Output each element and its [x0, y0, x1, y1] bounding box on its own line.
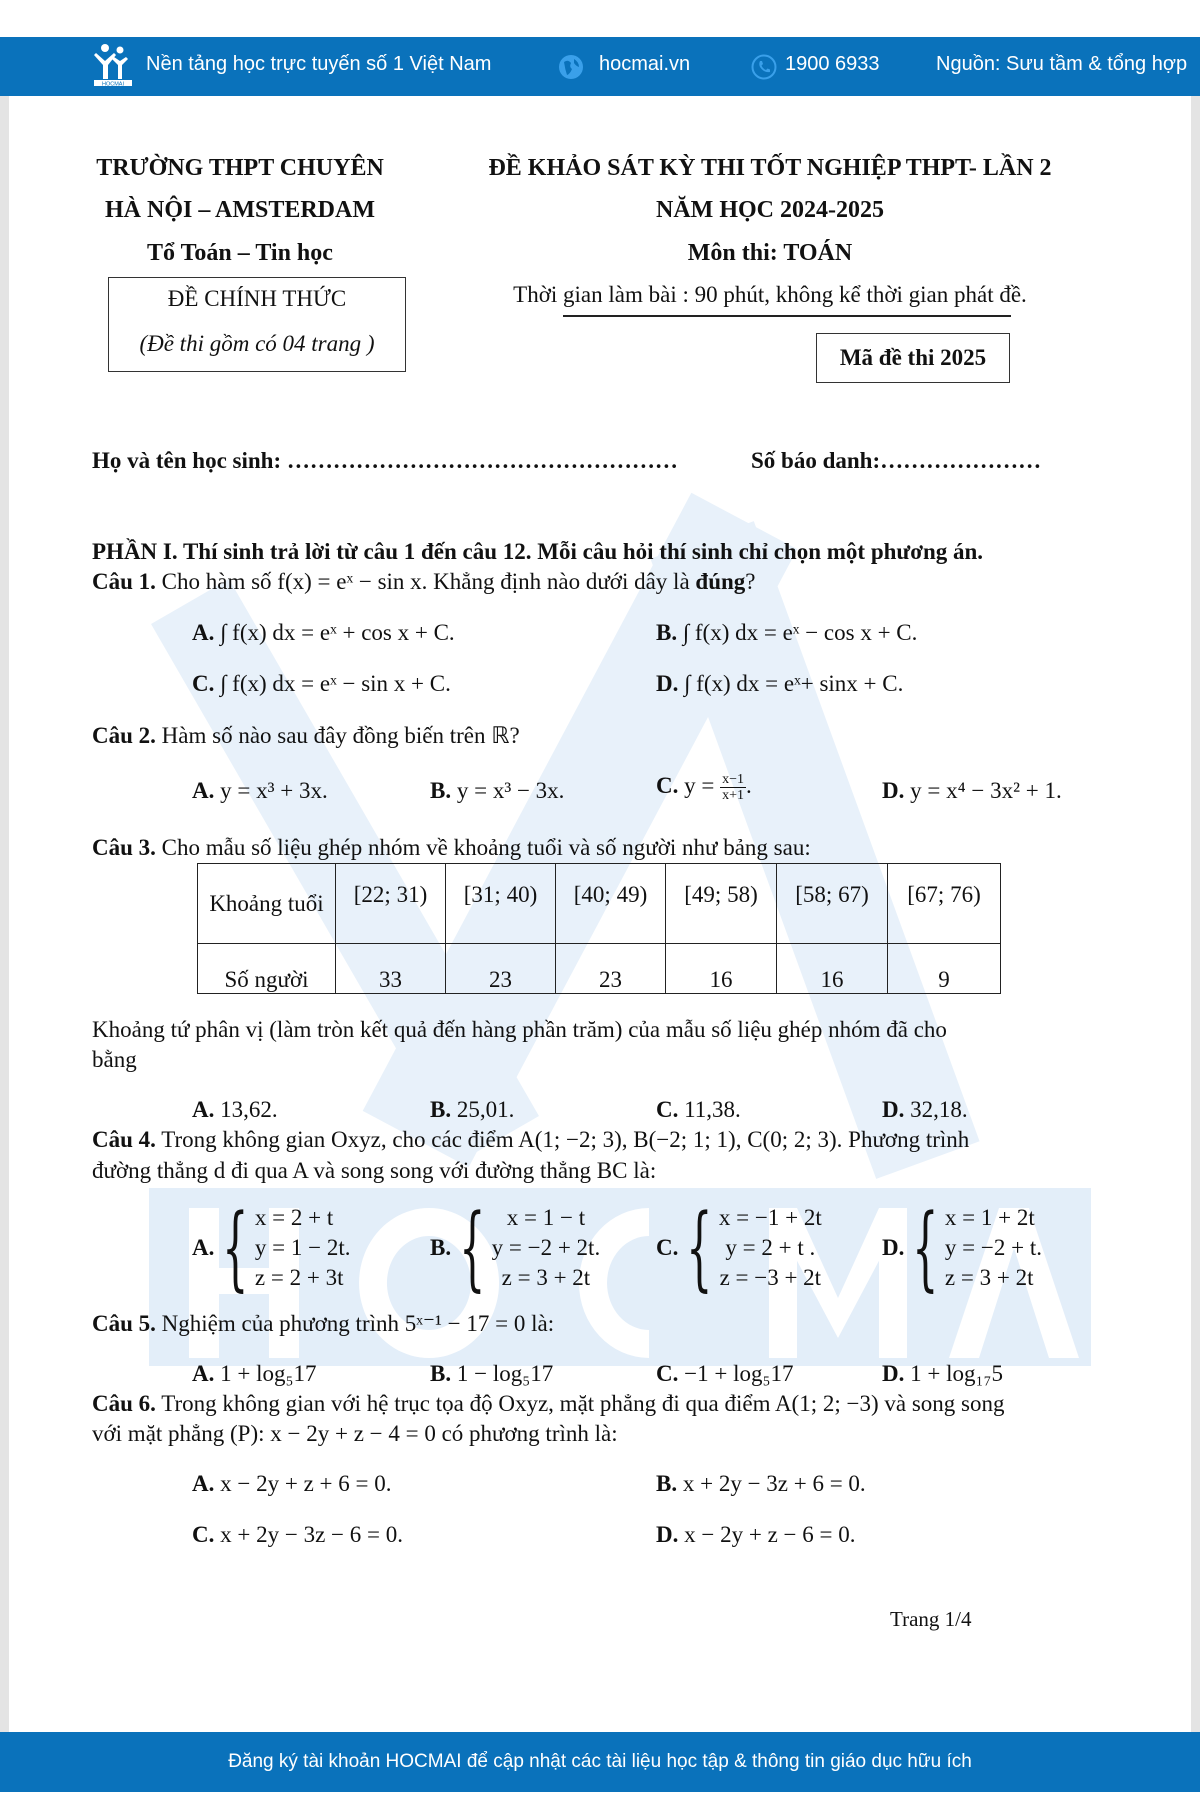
equation-line: z = 2 + 3t: [254, 1265, 344, 1290]
exam-title: ĐỀ KHẢO SÁT KỲ THI TỐT NGHIỆP THPT- LẦN 2: [488, 155, 1052, 181]
option-text: ∫ f(x) dx = eˣ − cos x + C.: [682, 620, 918, 645]
option-key: C.: [656, 1361, 679, 1386]
data-table: [197, 863, 1001, 994]
q-label: Câu 1.: [92, 569, 156, 594]
q5-option-a[interactable]: [192, 1361, 317, 1387]
table-cell: [58; 67): [777, 864, 888, 944]
q2-option-b[interactable]: [430, 778, 564, 804]
subject: Môn thi: TOÁN: [687, 240, 853, 266]
option-key: A.: [192, 620, 215, 645]
school-name-line1: TRƯỜNG THPT CHUYÊN: [96, 155, 384, 181]
q-text: Trong không gian với hệ trục tọa độ Oxyz, mặt phẳng đi qua điểm A(1; 2; −3) và song song: [161, 1391, 1005, 1416]
q-text: Cho hàm số f(x) = eˣ − sin x. Khẳng định nào dưới dây là: [161, 569, 696, 594]
svg-text:HOCMAI: HOCMAI: [102, 81, 124, 87]
equation-system: [719, 1203, 822, 1293]
q1-option-c[interactable]: [192, 671, 451, 697]
equation-line: z = 3 + 2t: [501, 1265, 591, 1290]
option-key: B.: [430, 1235, 452, 1260]
footer-text[interactable]: Đăng ký tài khoản HOCMAI để cập nhật các tài liệu học tập & thông tin giáo dục hữu ích: [228, 1751, 972, 1772]
denominator: x+1: [722, 788, 745, 803]
q-label: Câu 4.: [92, 1127, 156, 1152]
brace-icon: {: [459, 1194, 486, 1301]
option-text: 1 − log₅17: [456, 1361, 554, 1386]
option-text: y = x³ − 3x.: [456, 778, 565, 803]
option-key: D.: [882, 1235, 905, 1260]
globe-icon: [558, 54, 584, 86]
option-text: ∫ f(x) dx = eˣ − sin x + C.: [220, 671, 451, 696]
question-6-line2: với mặt phẳng (P): x − 2y + z − 4 = 0 có phương trình là:: [92, 1421, 618, 1446]
option-key: A.: [192, 1097, 215, 1122]
table-row: [198, 864, 1001, 944]
option-key: A.: [192, 1471, 215, 1496]
exam-code-box: [816, 333, 1010, 383]
equation-system: [255, 1203, 351, 1293]
student-name-field: Họ và tên học sinh: ……………………………………………: [92, 448, 678, 473]
question-4-line2: đường thẳng d đi qua A và song song với đường thẳng BC là:: [92, 1158, 657, 1183]
q-text: Cho mẫu số liệu ghép nhóm về khoảng tuổi và số người như bảng sau:: [161, 835, 811, 860]
phone-number[interactable]: 1900 6933: [785, 53, 880, 75]
option-text: 1 + log₅17: [220, 1361, 317, 1386]
option-key: D.: [656, 1522, 679, 1547]
q4-option-b[interactable]: [430, 1194, 601, 1301]
q-label: Câu 5.: [92, 1311, 156, 1336]
page-number: Trang 1/4: [890, 1607, 972, 1631]
option-key: A.: [192, 778, 215, 803]
brace-icon: {: [912, 1194, 939, 1301]
option-text: 1 + log₁₇5: [910, 1361, 1004, 1386]
q-label: Câu 3.: [92, 835, 156, 860]
option-key: C.: [656, 1235, 679, 1260]
option-key: C.: [656, 772, 679, 798]
source-note: Nguồn: Sưu tầm & tổng hợp: [936, 53, 1188, 75]
part1-heading: PHẦN I. Thí sinh trả lời từ câu 1 đến câu 12. Mỗi câu hỏi thí sinh chỉ chọn một phương án.: [92, 539, 984, 564]
q3-option-c[interactable]: [656, 1097, 741, 1123]
table-cell: 33: [336, 944, 446, 994]
phone-icon: [751, 54, 777, 86]
fraction: [720, 772, 746, 803]
school-year: NĂM HỌC 2024-2025: [656, 197, 884, 223]
student-id-field: Số báo danh:…………………: [751, 448, 1042, 473]
q1-option-d[interactable]: [656, 671, 903, 697]
hocmai-logo-icon: [92, 43, 136, 87]
q3-question: Khoảng tứ phân vị (làm tròn kết quả đến hàng phần trăm) của mẫu số liệu ghép nhóm đã cho: [92, 1017, 947, 1042]
q-emphasis: đúng: [695, 569, 746, 594]
official-label: ĐỀ CHÍNH THỨC: [167, 286, 347, 311]
option-key: A.: [192, 1235, 215, 1260]
top-banner: [0, 37, 1200, 96]
table-cell: 23: [556, 944, 666, 994]
q3-question-end: bằng: [92, 1047, 137, 1072]
option-key: B.: [430, 1361, 452, 1386]
option-key: D.: [882, 1097, 905, 1122]
option-key: C.: [192, 1522, 215, 1547]
duration: Thời gian làm bài : 90 phút, không kể thời gian phát đề.: [513, 282, 1027, 307]
q1-option-a[interactable]: [192, 620, 455, 646]
option-end: .: [746, 772, 752, 798]
exam-code: Mã đề thi 2025: [839, 345, 987, 370]
table-header-cell: Số người: [198, 944, 336, 994]
option-key: B.: [656, 620, 678, 645]
option-key: C.: [656, 1097, 679, 1122]
table-cell: 16: [777, 944, 888, 994]
option-text: x + 2y − 3z − 6 = 0.: [220, 1522, 403, 1547]
table-cell: [67; 76): [888, 864, 1001, 944]
table-cell: [31; 40): [446, 864, 556, 944]
q6-option-a[interactable]: [192, 1471, 391, 1497]
q-text: Hàm số nào sau đây đồng biến trên ℝ?: [161, 723, 520, 748]
q5-option-c[interactable]: [656, 1361, 793, 1387]
option-text: x + 2y − 3z + 6 = 0.: [682, 1471, 866, 1496]
question-5: [92, 1311, 554, 1337]
equation-system: [492, 1203, 601, 1293]
equation-line: x = 1 + 2t: [944, 1205, 1035, 1230]
table-cell: 23: [446, 944, 556, 994]
q3-option-b[interactable]: [430, 1097, 514, 1123]
pages-note: (Đề thi gồm có 04 trang ): [139, 331, 375, 356]
question-2: [92, 723, 520, 749]
option-key: D.: [882, 778, 905, 803]
option-text: ∫ f(x) dx = eˣ + cos x + C.: [220, 620, 455, 645]
table-cell: 16: [666, 944, 777, 994]
q6-option-b[interactable]: [656, 1471, 866, 1497]
option-text: −1 + log₅17: [684, 1361, 794, 1386]
question-6: [92, 1391, 1005, 1417]
equation-system: [945, 1203, 1042, 1293]
question-1: [92, 569, 756, 595]
equation-line: z = −3 + 2t: [719, 1265, 822, 1290]
equation-line: y = 2 + t .: [725, 1235, 816, 1260]
table-cell: [40; 49): [556, 864, 666, 944]
option-key: A.: [192, 1361, 215, 1386]
website-link[interactable]: hocmai.vn: [599, 53, 691, 75]
option-key: D.: [882, 1361, 905, 1386]
equation-line: y = −2 + t.: [944, 1235, 1042, 1260]
tagline: Nền tảng học trực tuyến số 1 Việt Nam: [146, 53, 492, 75]
equation-line: z = 3 + 2t: [944, 1265, 1034, 1290]
option-key: B.: [656, 1471, 678, 1496]
q6-option-c[interactable]: [192, 1522, 403, 1548]
divider: [563, 315, 1011, 317]
q2-option-a[interactable]: [192, 778, 328, 804]
footer-banner[interactable]: [0, 1732, 1200, 1792]
q-text: Trong không gian Oxyz, cho các điểm A(1; −2; 3), B(−2; 1; 1), C(0; 2; 3). Phương trình: [161, 1127, 970, 1152]
q-label: Câu 6.: [92, 1391, 156, 1416]
brace-icon: {: [686, 1194, 713, 1301]
table-cell: [49; 58): [666, 864, 777, 944]
q4-option-a[interactable]: [192, 1194, 351, 1301]
table-row: [198, 944, 1001, 994]
q4-option-d[interactable]: [882, 1194, 1042, 1301]
table-cell: 9: [888, 944, 1001, 994]
q-end: ?: [745, 569, 756, 594]
question-3: [92, 835, 811, 861]
option-text: 13,62.: [220, 1097, 278, 1122]
q5-option-d[interactable]: [882, 1361, 1003, 1387]
q-text: Nghiệm của phương trình 5ˣ⁻¹ − 17 = 0 là:: [161, 1311, 555, 1336]
school-name-line2: HÀ NỘI – AMSTERDAM: [104, 197, 375, 223]
q1-option-b[interactable]: [656, 620, 917, 646]
option-text: y = x⁴ − 3x² + 1.: [910, 778, 1062, 803]
option-text: 25,01.: [456, 1097, 515, 1122]
equation-line: x = −1 + 2t: [718, 1205, 822, 1230]
table-header-cell: Khoảng tuổi: [198, 864, 336, 944]
equation-line: y = 1 − 2t.: [254, 1235, 351, 1260]
department: Tổ Toán – Tin học: [147, 240, 333, 266]
option-text: x − 2y + z + 6 = 0.: [220, 1471, 392, 1496]
equation-line: y = −2 + 2t.: [491, 1235, 601, 1260]
numerator: x−1: [722, 772, 745, 787]
option-key: B.: [430, 778, 452, 803]
table-cell: [22; 31): [336, 864, 446, 944]
q-label: Câu 2.: [92, 723, 156, 748]
option-text: y = x³ + 3x.: [220, 778, 328, 803]
option-text: y =: [684, 772, 721, 798]
official-box: [108, 277, 406, 372]
q5-option-b[interactable]: [430, 1361, 553, 1387]
q3-option-d[interactable]: [882, 1097, 968, 1123]
option-text: 32,18.: [910, 1097, 968, 1122]
question-4: [92, 1127, 969, 1153]
option-key: B.: [430, 1097, 452, 1122]
equation-line: x = 2 + t: [254, 1205, 334, 1230]
equation-line: x = 1 − t: [506, 1205, 586, 1230]
option-key: C.: [192, 671, 215, 696]
q4-option-c[interactable]: [656, 1194, 822, 1301]
q6-option-d[interactable]: [656, 1522, 855, 1548]
q3-option-a[interactable]: [192, 1097, 278, 1123]
option-key: D.: [656, 671, 679, 696]
q2-option-c[interactable]: [656, 772, 752, 803]
q2-option-d[interactable]: [882, 778, 1062, 804]
brace-icon: {: [222, 1194, 249, 1301]
option-text: ∫ f(x) dx = eˣ+ sinx + C.: [684, 671, 904, 696]
option-text: x − 2y + z − 6 = 0.: [684, 1522, 856, 1547]
option-text: 11,38.: [684, 1097, 741, 1122]
